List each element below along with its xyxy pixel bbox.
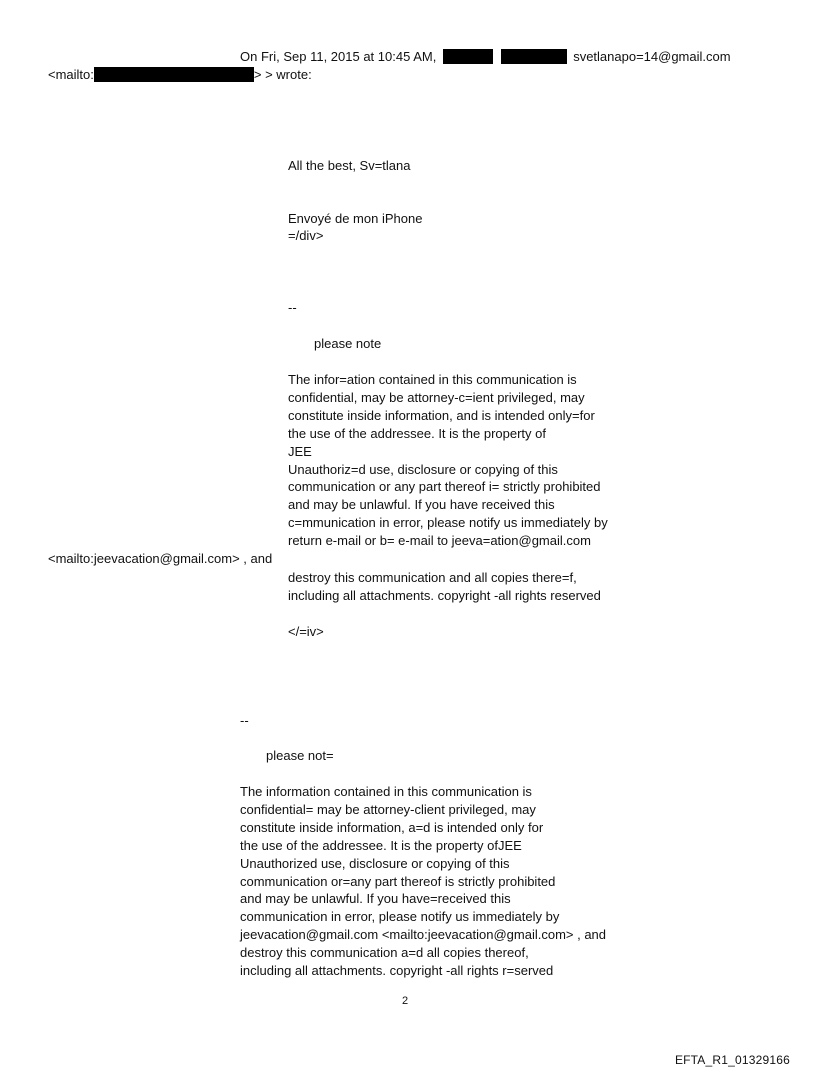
text-line: The infor=ation contained in this communication is	[288, 372, 577, 387]
text-line: Unauthoriz=d use, disclosure or copying of this	[288, 461, 558, 477]
inner-note-heading: please note	[314, 336, 382, 351]
text-line: the use of the addressee. It is the property ofJEE	[240, 837, 522, 853]
outer-disclaimer	[240, 783, 606, 980]
text-line: communication or any part thereof i= strictly prohibited	[288, 479, 601, 495]
inner-disclaimer	[288, 371, 608, 550]
text-line: jeevacation@gmail.com <mailto:jeevacation@gmail.com> , and	[240, 927, 607, 943]
text-line: communication in error, please notify us immediately by	[240, 909, 560, 925]
outer-separator: --	[240, 713, 249, 728]
text-line: and may be unlawful. If you have received this	[288, 497, 555, 513]
text-line: destroy this communication and all copies there=f,	[288, 570, 577, 585]
text-line: including all attachments. copyright -all rights r=served	[240, 963, 554, 979]
text-line: including all attachments. copyright -all rights reserved	[288, 587, 601, 603]
header-email: svetlanapo=14@gmail.com	[573, 49, 731, 64]
page-number: 2	[402, 995, 409, 1007]
sent-from: Envoyé de mon iPhone	[288, 211, 423, 226]
inner-disclaimer-end	[288, 569, 601, 605]
inner-mailto-line: <mailto:jeevacation@gmail.com> , and	[48, 551, 273, 566]
header-line-1	[240, 49, 731, 65]
header-line-2	[48, 67, 312, 83]
outer-note-heading: please not=	[266, 748, 334, 763]
div-close-tag: =/div>	[288, 228, 324, 243]
text-line: and may be unlawful. If you have=received this	[240, 891, 511, 907]
document-id: EFTA_R1_01329166	[674, 1053, 790, 1067]
iv-close-tag: </=iv>	[288, 624, 324, 639]
text-line: the use of the addressee. It is the property of	[288, 425, 546, 441]
text-line: c=mmunication in error, please notify us immediately by	[288, 515, 608, 531]
redaction-box	[443, 49, 493, 64]
text-line: constitute inside information, and is intended only=for	[288, 407, 595, 423]
text-line: Unauthorized use, disclosure or copying of this	[240, 855, 510, 871]
header-date-text: On Fri, Sep 11, 2015 at 10:45 AM,	[240, 49, 437, 64]
text-line: The information contained in this communication is	[240, 784, 532, 799]
inner-separator: --	[288, 300, 297, 315]
redaction-box	[94, 67, 254, 82]
text-line: communication or=any part thereof is strictly prohibited	[240, 873, 556, 889]
header-wrote: > > wrote:	[253, 67, 312, 82]
text-line: confidential= may be attorney-client privileged, may	[240, 801, 536, 817]
text-line: confidential, may be attorney-c=ient privileged, may	[288, 389, 585, 405]
text-line: return e-mail or b= e-mail to jeeva=ation@gmail.com	[288, 533, 591, 549]
header-mailto-prefix: <mailto:	[48, 67, 94, 82]
text-line: JEE	[288, 443, 312, 459]
redaction-box	[501, 49, 567, 64]
text-line: destroy this communication a=d all copies thereof,	[240, 945, 529, 961]
signoff: All the best, Sv=tlana	[288, 158, 411, 173]
text-line: constitute inside information, a=d is intended only for	[240, 819, 544, 835]
